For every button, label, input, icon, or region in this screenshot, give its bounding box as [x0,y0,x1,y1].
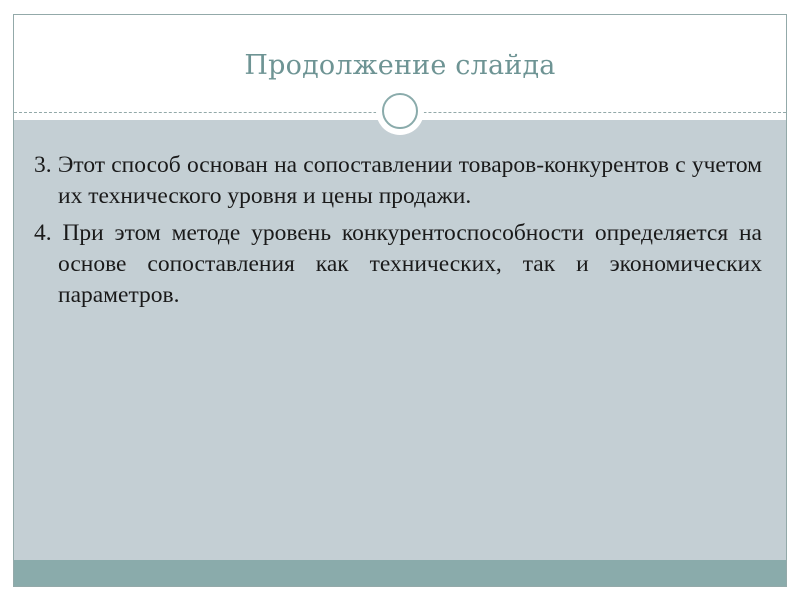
paragraph-3: 3. Этот способ основан на сопоставлении товаров-конкурентов с учетом их технического уровня и цены продажи. [34,152,762,209]
slide [13,14,787,587]
paragraph-4: 4. При этом методе уровень конкурентоспособности определяется на основе сопоставления как технических, так и экономических параметров. [34,220,762,308]
ornament-ring [382,93,418,129]
slide-title: Продолжение слайда [244,50,556,81]
content-area [14,120,786,560]
footer-band [14,560,786,586]
body-text [34,150,762,317]
circle-ornament-icon [376,87,424,135]
